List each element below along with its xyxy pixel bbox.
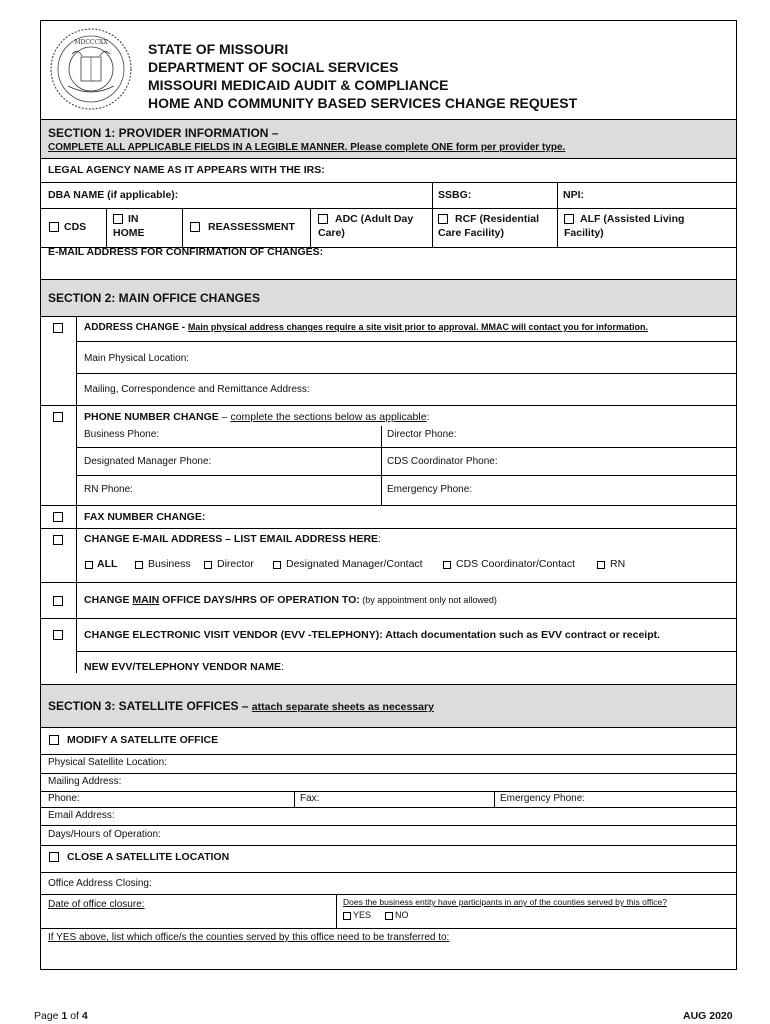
phone-change-checkbox[interactable] [53, 412, 63, 422]
section1-title: SECTION 1: PROVIDER INFORMATION – [48, 126, 279, 140]
cds-checkbox[interactable] [49, 222, 59, 232]
rcf-label-1: RCF (Residential [455, 213, 540, 225]
section3-title-note: attach separate sheets as necessary [251, 701, 434, 713]
modify-satellite-checkbox[interactable] [49, 735, 59, 745]
page-of: of [67, 1010, 82, 1022]
form-frame [40, 20, 737, 970]
email-cds-label: CDS Coordinator/Contact [456, 558, 576, 570]
cds-label: CDS [64, 221, 87, 233]
satellite-days-label[interactable]: Days/Hours of Operation: [48, 829, 161, 840]
fax-change-label[interactable]: FAX NUMBER CHANGE: [84, 511, 206, 523]
email-business-label: Business [148, 558, 191, 570]
business-phone-label[interactable]: Business Phone: [84, 429, 160, 440]
days-hrs-note: (by appointment only not allowed) [359, 595, 497, 605]
alf-checkbox[interactable] [564, 214, 574, 224]
days-hrs-main: MAIN [132, 594, 160, 606]
yes-label: YES [353, 910, 372, 920]
fax-change-checkbox[interactable] [53, 512, 63, 522]
days-hrs-label-1: CHANGE [84, 594, 133, 606]
address-change-checkbox[interactable] [53, 323, 63, 333]
mailing-label[interactable]: Mailing, Correspondence and Remittance Address: [84, 384, 310, 395]
email-director-checkbox[interactable] [204, 561, 212, 569]
close-satellite-checkbox[interactable] [49, 852, 59, 862]
no-checkbox[interactable] [385, 912, 393, 920]
alf-label-1: ALF (Assisted Living [580, 213, 685, 225]
modify-satellite-label: MODIFY A SATELLITE OFFICE [67, 734, 219, 746]
phone-change-note: complete the sections below as applicable [230, 411, 427, 423]
ssbg-label[interactable]: SSBG: [438, 189, 472, 201]
if-yes-transfer-label[interactable]: If YES above, list which office/s the counties served by this office need to be transferred to: [48, 932, 450, 943]
manager-phone-label[interactable]: Designated Manager Phone: [84, 456, 212, 467]
satellite-email-label[interactable]: Email Address: [48, 810, 115, 821]
email-manager-label: Designated Manager/Contact [286, 558, 423, 570]
section1-subtitle: COMPLETE ALL APPLICABLE FIELDS IN A LEGIBLE MANNER. Please complete ONE form per provider type. [48, 142, 566, 153]
main-physical-label[interactable]: Main Physical Location: [84, 353, 190, 364]
svg-text:MDCCCXX: MDCCCXX [74, 39, 108, 46]
email-manager-checkbox[interactable] [273, 561, 281, 569]
days-hrs-checkbox[interactable] [53, 596, 63, 606]
revision-date: AUG 2020 [683, 1010, 733, 1022]
legal-name-label[interactable]: LEGAL AGENCY NAME AS IT APPEARS WITH THE IRS: [48, 164, 325, 176]
yes-checkbox[interactable] [343, 912, 351, 920]
rcf-label-2: Care Facility) [438, 227, 504, 239]
adc-label-1: ADC (Adult Day [335, 213, 414, 225]
address-change-note: Main physical address changes require a site visit prior to approval. MMAC will contact you for information. [187, 322, 649, 332]
evv-vendor-colon: : [281, 661, 284, 673]
page-number [34, 1010, 88, 1022]
phone-change-row [84, 411, 430, 423]
satellite-fax-label[interactable]: Fax: [300, 793, 320, 804]
date-closure-label[interactable]: Date of office closure: [48, 899, 145, 910]
address-change-row [84, 322, 648, 333]
npi-label[interactable]: NPI: [563, 189, 584, 201]
physical-satellite-label[interactable]: Physical Satellite Location: [48, 757, 167, 768]
phone-change-colon: : [426, 411, 430, 423]
page-current: 1 [61, 1010, 68, 1022]
evv-label: CHANGE ELECTRONIC VISIT VENDOR (EVV -TELEPHONY): Attach documentation such as EVV contract or receipt. [84, 629, 661, 641]
office-closing-label[interactable]: Office Address Closing: [48, 878, 152, 889]
page-total: 4 [81, 1010, 88, 1022]
no-label: NO [395, 910, 409, 920]
email-rn-checkbox[interactable] [597, 561, 605, 569]
missouri-seal-icon [48, 26, 134, 112]
email-confirm-label[interactable]: E-MAIL ADDRESS FOR CONFIRMATION OF CHANGES: [48, 246, 324, 258]
rn-phone-label[interactable]: RN Phone: [84, 484, 133, 495]
section3-title: SECTION 3: SATELLITE OFFICES – [48, 699, 252, 713]
evv-vendor-label: NEW EVV/TELEPHONY VENDOR NAME [84, 661, 281, 673]
participants-question: Does the business entity have participants in any of the counties served by this office? [343, 897, 667, 907]
page-title: HOME AND COMMUNITY BASED SERVICES CHANGE REQUEST [148, 95, 578, 111]
email-business-checkbox[interactable] [135, 561, 143, 569]
evv-vendor-row[interactable] [84, 661, 284, 673]
section3-title-row [48, 699, 434, 713]
header-department: DEPARTMENT OF SOCIAL SERVICES [148, 59, 399, 75]
email-change-checkbox[interactable] [53, 535, 63, 545]
phone-change-dash: – [218, 411, 231, 423]
close-satellite-label: CLOSE A SATELLITE LOCATION [67, 851, 230, 863]
satellite-phone-label[interactable]: Phone: [48, 793, 80, 804]
dba-label[interactable]: DBA NAME (if applicable): [48, 189, 179, 201]
email-cds-checkbox[interactable] [443, 561, 451, 569]
email-change-row [84, 533, 381, 545]
rcf-checkbox[interactable] [438, 214, 448, 224]
email-director-label: Director [217, 558, 254, 570]
cds-phone-label[interactable]: CDS Coordinator Phone: [387, 456, 498, 467]
in-home-label-2: HOME [113, 227, 145, 239]
section2-title: SECTION 2: MAIN OFFICE CHANGES [48, 291, 261, 305]
header-division: MISSOURI MEDICAID AUDIT & COMPLIANCE [148, 77, 449, 93]
reassessment-label: REASSESSMENT [208, 221, 295, 233]
email-all-checkbox[interactable] [85, 561, 93, 569]
reassessment-checkbox[interactable] [190, 222, 200, 232]
in-home-label-1: IN [128, 213, 139, 225]
adc-label-2: Care) [318, 227, 345, 239]
in-home-checkbox[interactable] [113, 214, 123, 224]
evv-checkbox[interactable] [53, 630, 63, 640]
email-change-colon: : [378, 533, 381, 545]
alf-label-2: Facility) [564, 227, 604, 239]
email-change-label: CHANGE E-MAIL ADDRESS – LIST EMAIL ADDRESS HERE [84, 533, 379, 545]
phone-change-label: PHONE NUMBER CHANGE [84, 411, 219, 423]
adc-checkbox[interactable] [318, 214, 328, 224]
days-hrs-label-2: OFFICE DAYS/HRS OF OPERATION TO: [159, 594, 360, 606]
header-state: STATE OF MISSOURI [148, 41, 289, 57]
email-all-label: ALL [97, 558, 118, 570]
days-hrs-row[interactable] [84, 594, 497, 606]
satellite-mailing-label[interactable]: Mailing Address: [48, 776, 122, 787]
address-change-label: ADDRESS CHANGE - [84, 322, 188, 333]
emergency-phone-label[interactable]: Emergency Phone: [387, 484, 473, 495]
director-phone-label[interactable]: Director Phone: [387, 429, 457, 440]
page-prefix: Page [34, 1010, 62, 1022]
email-rn-label: RN [610, 558, 626, 570]
satellite-emergency-label[interactable]: Emergency Phone: [500, 793, 586, 804]
